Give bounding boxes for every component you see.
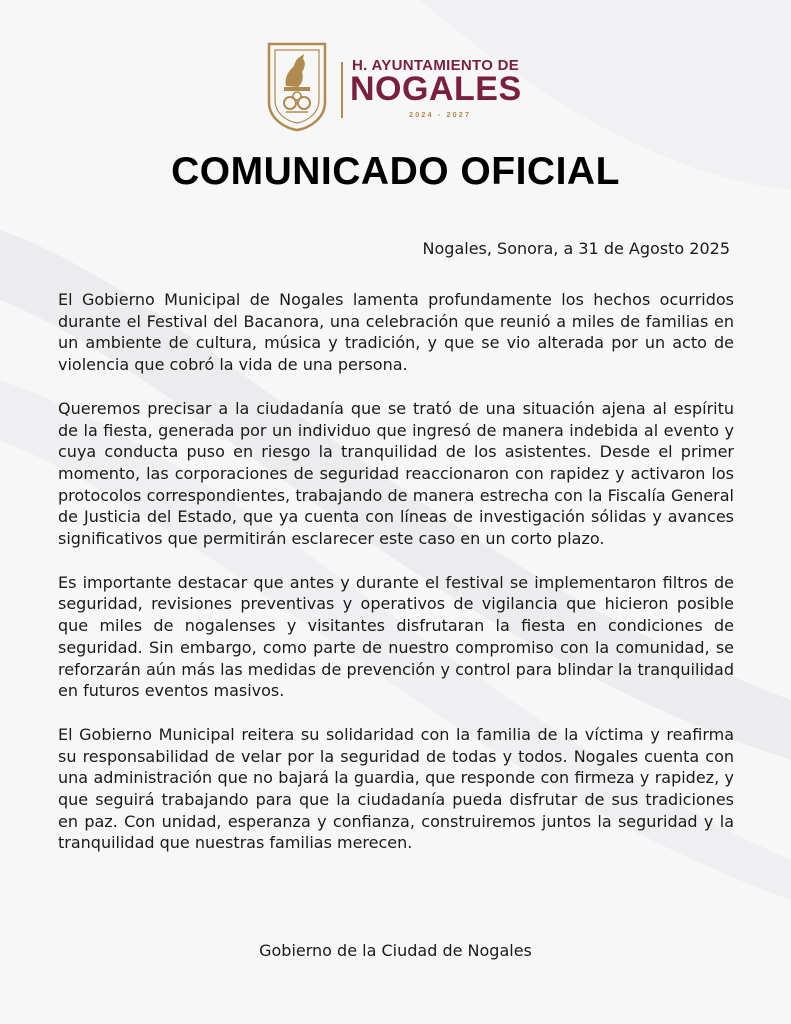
communique-body [58,289,734,876]
municipal-logo [264,40,528,132]
paragraph: El Gobierno Municipal reitera su solidaridad con la familia de la víctima y reafirma su responsabilidad de velar por la seguridad de todas y todos. Nogales cuenta con una administración que no bajará la guardia, que responde con firmeza y rapidez, y que seguirá trabajando para que la ciudadanía pueda disfrutar de sus tradiciones en paz. Con unidad, esperanza y confianza, construiremos juntos la seguridad y la tranquilidad que nuestras familias merecen. [58,724,734,853]
org-name-line2: NOGALES [350,70,522,108]
org-name-line1: H. AYUNTAMIENTO DE [352,57,520,74]
date-line: Nogales, Sonora, a 31 de Agosto 2025 [422,239,730,258]
signature: Gobierno de la Ciudad de Nogales [259,941,532,960]
administration-years: 2024 - 2027 [408,110,472,119]
paragraph: El Gobierno Municipal de Nogales lamenta profundamente los hechos ocurridos durante el Festival del Bacanora, una celebración que reunió a miles de familias en un ambiente de cultura, música y tradición, y que se vio alterada por un acto de violencia que cobró la vida de una persona. [58,290,734,375]
page-title: COMUNICADO OFICIAL [171,150,620,193]
paragraph: Es importante destacar que antes y durante el festival se implementaron filtros de seguridad, revisiones preventivas y operativos de vigilancia que hicieron posible que miles de nogalenses y visitantes disfrutaran la fiesta en condiciones de seguridad. Sin embargo, como parte de nuestro compromiso con la comunidad, se reforzarán aún más las medidas de prevención y control para blindar la tranquilidad en futuros eventos masivos. [58,572,734,701]
paragraph: Queremos precisar a la ciudadanía que se trató de una situación ajena al espíritu de la fiesta, generada por un individuo que ingresó de manera indebida al evento y cuya conducta puso en riesgo la tranquilidad de los asistentes. Desde el primer momento, las corporaciones de seguridad reaccionaron con rapidez y activaron los protocolos correspondientes, trabajando de manera estrecha con la Fiscalía General de Justicia del Estado, que ya cuenta con líneas de investigación sólidas y avances significativos que permitirán esclarecer este caso en un corto plazo. [58,398,734,549]
